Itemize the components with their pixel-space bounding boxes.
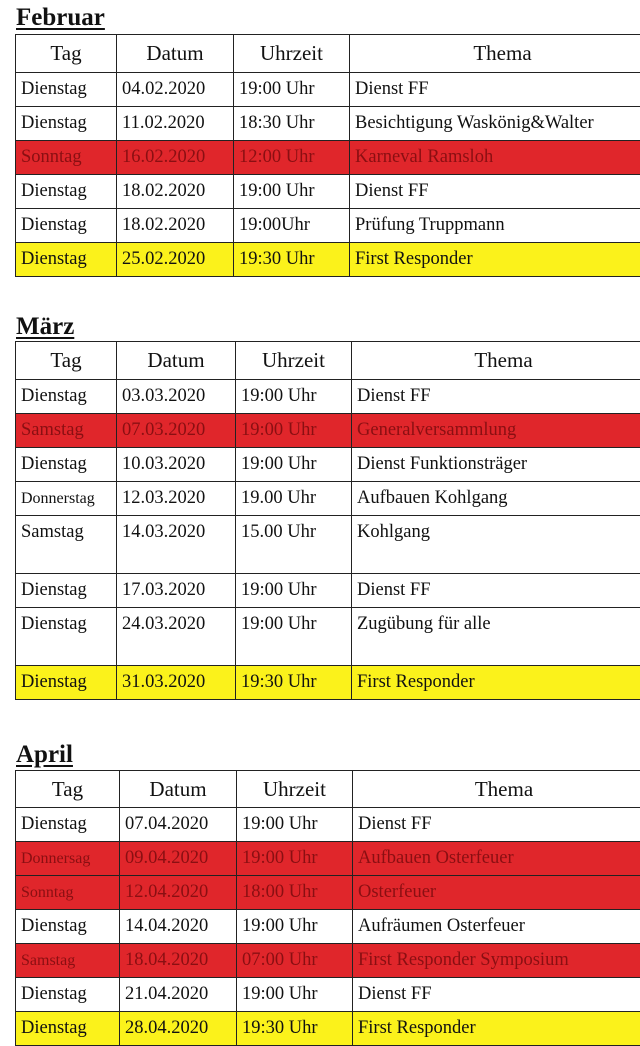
schedule-table-maerz [15, 341, 640, 700]
cell-thema: Dienst FF [352, 380, 640, 414]
table-row-highlighted-red [16, 141, 640, 175]
cell-thema: Generalversammlung [352, 414, 640, 448]
cell-uhrzeit: 19:30 Uhr [234, 243, 350, 277]
cell-datum: 17.03.2020 [117, 574, 236, 608]
header-tag: Tag [16, 771, 120, 808]
table-row [16, 380, 640, 414]
cell-datum: 31.03.2020 [117, 666, 236, 700]
cell-tag: Samstag [16, 414, 117, 448]
cell-uhrzeit: 19:00Uhr [234, 209, 350, 243]
table-row [16, 175, 640, 209]
cell-datum: 16.02.2020 [117, 141, 234, 175]
cell-tag: Samstag [16, 944, 120, 978]
header-thema: Thema [352, 342, 640, 380]
cell-thema: Prüfung Truppmann [350, 209, 640, 243]
table-header-row [16, 771, 640, 808]
cell-tag: Sonntag [16, 876, 120, 910]
cell-thema: Besichtigung Waskönig&Walter [350, 107, 640, 141]
cell-tag: Dienstag [16, 243, 117, 277]
cell-datum: 25.02.2020 [117, 243, 234, 277]
header-datum: Datum [120, 771, 237, 808]
header-uhrzeit: Uhrzeit [237, 771, 353, 808]
cell-uhrzeit: 19:00 Uhr [237, 842, 353, 876]
cell-thema: Zugübung für alle [352, 608, 640, 666]
cell-uhrzeit: 19:00 Uhr [236, 608, 352, 666]
cell-tag: Dienstag [16, 175, 117, 209]
cell-uhrzeit: 19:00 Uhr [237, 910, 353, 944]
cell-tag: Dienstag [16, 608, 117, 666]
table-row [16, 448, 640, 482]
cell-uhrzeit: 19:00 Uhr [236, 574, 352, 608]
table-row-highlighted-red [16, 944, 640, 978]
cell-datum: 28.04.2020 [120, 1012, 237, 1046]
cell-uhrzeit: 19:00 Uhr [234, 175, 350, 209]
cell-tag: Dienstag [16, 107, 117, 141]
cell-tag: Dienstag [16, 978, 120, 1012]
cell-thema: Karneval Ramsloh [350, 141, 640, 175]
header-tag: Tag [16, 35, 117, 73]
cell-datum: 21.04.2020 [120, 978, 237, 1012]
cell-datum: 12.03.2020 [117, 482, 236, 516]
cell-datum: 18.04.2020 [120, 944, 237, 978]
cell-tag: Dienstag [16, 910, 120, 944]
table-row-highlighted-red [16, 842, 640, 876]
table-header-row [16, 342, 640, 380]
cell-datum: 10.03.2020 [117, 448, 236, 482]
cell-thema: First Responder [350, 243, 640, 277]
cell-thema: Osterfeuer [353, 876, 640, 910]
table-row [16, 482, 640, 516]
cell-uhrzeit: 19:30 Uhr [236, 666, 352, 700]
cell-datum: 03.03.2020 [117, 380, 236, 414]
table-row [16, 73, 640, 107]
cell-uhrzeit: 19:00 Uhr [237, 808, 353, 842]
cell-thema: Dienst FF [350, 175, 640, 209]
cell-datum: 14.03.2020 [117, 516, 236, 574]
cell-datum: 07.04.2020 [120, 808, 237, 842]
cell-thema: Dienst FF [350, 73, 640, 107]
cell-thema: Kohlgang [352, 516, 640, 574]
cell-thema: First Responder [353, 1012, 640, 1046]
cell-tag: Dienstag [16, 73, 117, 107]
month-heading-februar: Februar [16, 4, 105, 32]
header-uhrzeit: Uhrzeit [236, 342, 352, 380]
cell-tag: Dienstag [16, 448, 117, 482]
cell-thema: Dienst FF [353, 978, 640, 1012]
cell-uhrzeit: 19:00 Uhr [234, 73, 350, 107]
table-row-highlighted-yellow [16, 243, 640, 277]
cell-tag: Dienstag [16, 209, 117, 243]
cell-uhrzeit: 19.00 Uhr [236, 482, 352, 516]
cell-datum: 07.03.2020 [117, 414, 236, 448]
table-row [16, 608, 640, 666]
cell-tag: Dienstag [16, 1012, 120, 1046]
cell-tag: Samstag [16, 516, 117, 574]
cell-datum: 14.04.2020 [120, 910, 237, 944]
cell-uhrzeit: 19:00 Uhr [237, 978, 353, 1012]
table-row [16, 574, 640, 608]
table-row-highlighted-yellow [16, 1012, 640, 1046]
header-tag: Tag [16, 342, 117, 380]
cell-thema: First Responder [352, 666, 640, 700]
cell-uhrzeit: 07:00 Uhr [237, 944, 353, 978]
cell-tag: Dienstag [16, 380, 117, 414]
table-row-highlighted-yellow [16, 666, 640, 700]
table-row [16, 209, 640, 243]
cell-uhrzeit: 19:30 Uhr [237, 1012, 353, 1046]
table-row [16, 808, 640, 842]
table-row [16, 978, 640, 1012]
month-heading-maerz: März [16, 313, 74, 341]
cell-uhrzeit: 15.00 Uhr [236, 516, 352, 574]
cell-tag: Sonntag [16, 141, 117, 175]
cell-uhrzeit: 19:00 Uhr [236, 380, 352, 414]
cell-tag: Dienstag [16, 574, 117, 608]
cell-uhrzeit: 19:00 Uhr [236, 448, 352, 482]
cell-thema: Dienst FF [353, 808, 640, 842]
cell-datum: 18.02.2020 [117, 209, 234, 243]
cell-uhrzeit: 19:00 Uhr [236, 414, 352, 448]
header-datum: Datum [117, 342, 236, 380]
cell-datum: 09.04.2020 [120, 842, 237, 876]
table-row [16, 107, 640, 141]
cell-uhrzeit: 18:00 Uhr [237, 876, 353, 910]
header-datum: Datum [117, 35, 234, 73]
table-header-row [16, 35, 640, 73]
cell-tag: Dienstag [16, 808, 120, 842]
header-thema: Thema [350, 35, 640, 73]
header-uhrzeit: Uhrzeit [234, 35, 350, 73]
cell-datum: 04.02.2020 [117, 73, 234, 107]
cell-thema: Aufbauen Kohlgang [352, 482, 640, 516]
cell-thema: Aufräumen Osterfeuer [353, 910, 640, 944]
cell-tag: Dienstag [16, 666, 117, 700]
cell-thema: Aufbauen Osterfeuer [353, 842, 640, 876]
month-heading-april: April [16, 741, 73, 769]
cell-datum: 18.02.2020 [117, 175, 234, 209]
cell-tag: Donnerstag [16, 482, 117, 516]
schedule-table-april [15, 770, 640, 1046]
schedule-table-februar [15, 34, 640, 277]
cell-uhrzeit: 12:00 Uhr [234, 141, 350, 175]
cell-datum: 11.02.2020 [117, 107, 234, 141]
cell-datum: 24.03.2020 [117, 608, 236, 666]
table-row [16, 516, 640, 574]
cell-datum: 12.04.2020 [120, 876, 237, 910]
cell-thema: Dienst Funktionsträger [352, 448, 640, 482]
table-row-highlighted-red [16, 876, 640, 910]
cell-thema: First Responder Symposium [353, 944, 640, 978]
table-row-highlighted-red [16, 414, 640, 448]
cell-thema: Dienst FF [352, 574, 640, 608]
cell-tag: Donnersag [16, 842, 120, 876]
cell-uhrzeit: 18:30 Uhr [234, 107, 350, 141]
header-thema: Thema [353, 771, 640, 808]
table-row [16, 910, 640, 944]
